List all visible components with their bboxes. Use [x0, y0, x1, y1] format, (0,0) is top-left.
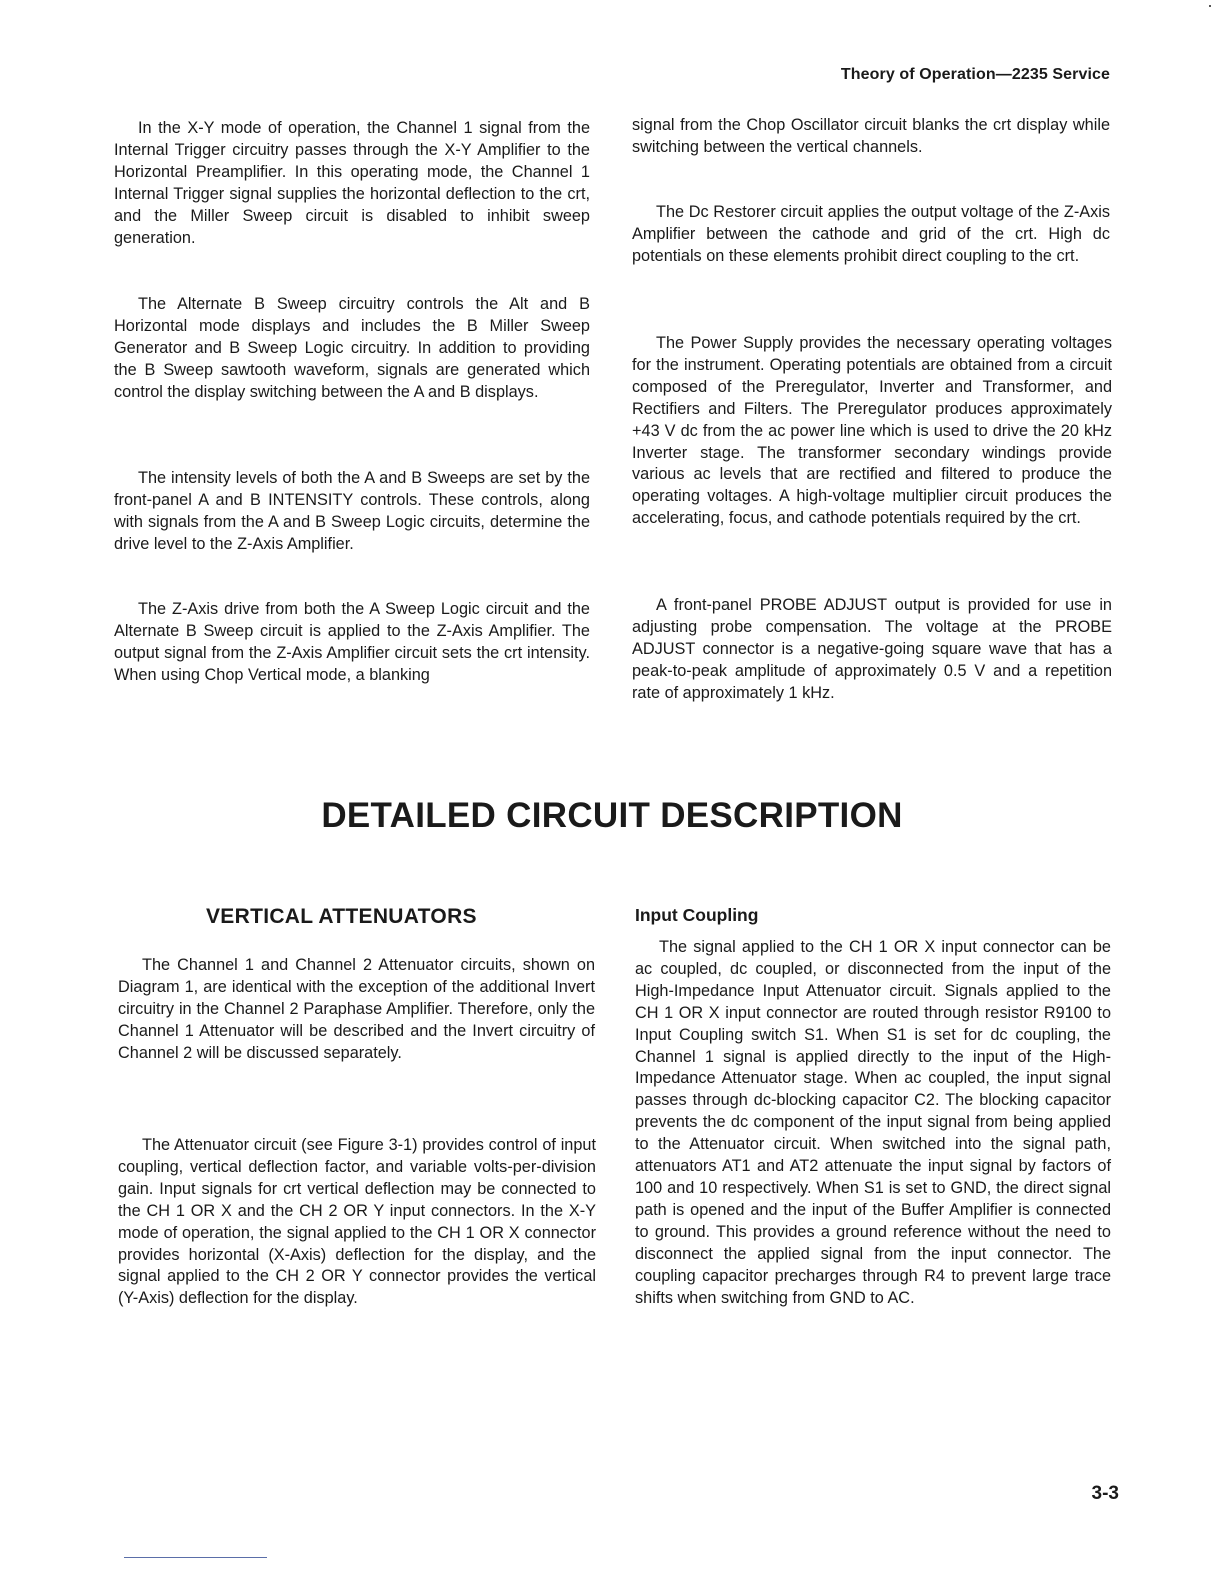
running-header: Theory of Operation—2235 Service — [840, 66, 1110, 83]
paragraph-chop-blanking: signal from the Chop Oscillator circuit blanks the crt display while switching between the vertical channels. — [632, 116, 1110, 156]
paragraph-power-supply: The Power Supply provides the necessary operating voltages for the instrument. Operating potentials are obtained from a circuit composed of the Preregulator, Inverter and Transformer, and Rectifiers and Filters. The Preregulator produces approximately +43 V dc from the ac power line which is used to drive the 20 kHz Inverter stage. The transformer secondary windings provide various ac levels that are rectified and filtered to produce the operating voltages. A high-voltage multiplier circuit produces the accelerating, focus, and cathode potentials required by the crt. — [632, 334, 1112, 528]
paragraph-z-axis-drive: The Z-Axis drive from both the A Sweep Logic circuit and the Alternate B Sweep circuit is applied to the Z-Axis Amplifier. The output signal from the Z-Axis Amplifier circuit sets the crt intensity. When using Chop Vertical mode, a blanking — [114, 600, 590, 684]
paragraph-attenuator-circuits: The Channel 1 and Channel 2 Attenuator circuits, shown on Diagram 1, are identical with the exception of the additional Invert circuitry in the Channel 2 Paraphase Amplifier. Therefore, only the Channel 1 Attenuator will be described and the Invert circuitry of Channel 2 will be discussed separately. — [118, 956, 595, 1062]
paragraph-xy-mode: In the X-Y mode of operation, the Channel 1 signal from the Internal Trigger circuitry passes through the X-Y Amplifier to the Horizontal Preamplifier. In this operating mode, the Channel 1 Internal Trigger signal supplies the horizontal deflection to the crt, and the Miller Sweep circuit is disabled to inhibit sweep generation. — [114, 119, 590, 247]
footer-rule — [124, 1557, 267, 1558]
paragraph-alternate-b-sweep: The Alternate B Sweep circuitry controls the Alt and B Horizontal mode displays and includes the B Miller Sweep Generator and B Sweep Logic circuitry. In addition to providing the B Sweep sawtooth waveform, signals are generated which control the display switching between the A and B displays. — [114, 295, 590, 401]
paragraph-intensity-levels: The intensity levels of both the A and B Sweeps are set by the front-panel A and B INTENSITY controls. These controls, along with signals from the A and B Sweep Logic circuits, determine the drive level to the Z-Axis Amplifier. — [114, 469, 590, 553]
paragraph-probe-adjust: A front-panel PROBE ADJUST output is provided for use in adjusting probe compensation. The voltage at the PROBE ADJUST connector is a negative-going square wave that has a peak-to-peak amplitude of approximately 0.5 V and a repetition rate of approximately 1 kHz. — [632, 596, 1112, 702]
page-number: 3-3 — [1091, 1483, 1119, 1504]
paragraph-attenuator-control: The Attenuator circuit (see Figure 3-1) provides control of input coupling, vertical deflection factor, and variable volts-per-division gain. Input signals for crt vertical deflection may be connected to the CH 1 OR X and the CH 2 OR Y input connectors. In the X-Y mode of operation, the signal applied to the CH 1 OR X connector provides horizontal (X-Axis) deflection for the display, and the signal applied to the CH 2 OR Y connector provides the vertical (Y-Axis) deflection for the display. — [118, 1136, 596, 1308]
input-coupling-heading: Input Coupling — [635, 905, 759, 925]
section-title: DETAILED CIRCUIT DESCRIPTION — [321, 796, 903, 835]
paragraph-input-coupling: The signal applied to the CH 1 OR X input connector can be ac coupled, dc coupled, or disconnected from the input of the High-Impedance Input Attenuator circuit. Signals applied to the CH 1 OR X input connector are routed through resistor R9100 to Input Coupling switch S1. When S1 is set for dc coupling, the Channel 1 signal is applied directly to the input of the High-Impedance Attenuator stage. When ac coupled, the input signal passes through dc-blocking capacitor C2. The blocking capacitor prevents the dc component of the input signal from being applied to the Attenuator circuit. When switched into the signal path, attenuators AT1 and AT2 attenuate the input signal by factors of 100 and 10 respectively. When S1 is set to GND, the direct signal path is opened and the input of the Buffer Amplifier is connected to ground. This provides a ground reference without the need to disconnect the applied signal from the input connector. The coupling capacitor precharges through R4 to prevent large trace shifts when switching from GND to AC. — [635, 938, 1111, 1307]
vertical-attenuators-heading: VERTICAL ATTENUATORS — [206, 905, 477, 928]
scan-speck — [1209, 5, 1211, 7]
paragraph-dc-restorer: The Dc Restorer circuit applies the output voltage of the Z-Axis Amplifier between the cathode and grid of the crt. High dc potentials on these elements prohibit direct coupling to the crt. — [632, 203, 1110, 265]
